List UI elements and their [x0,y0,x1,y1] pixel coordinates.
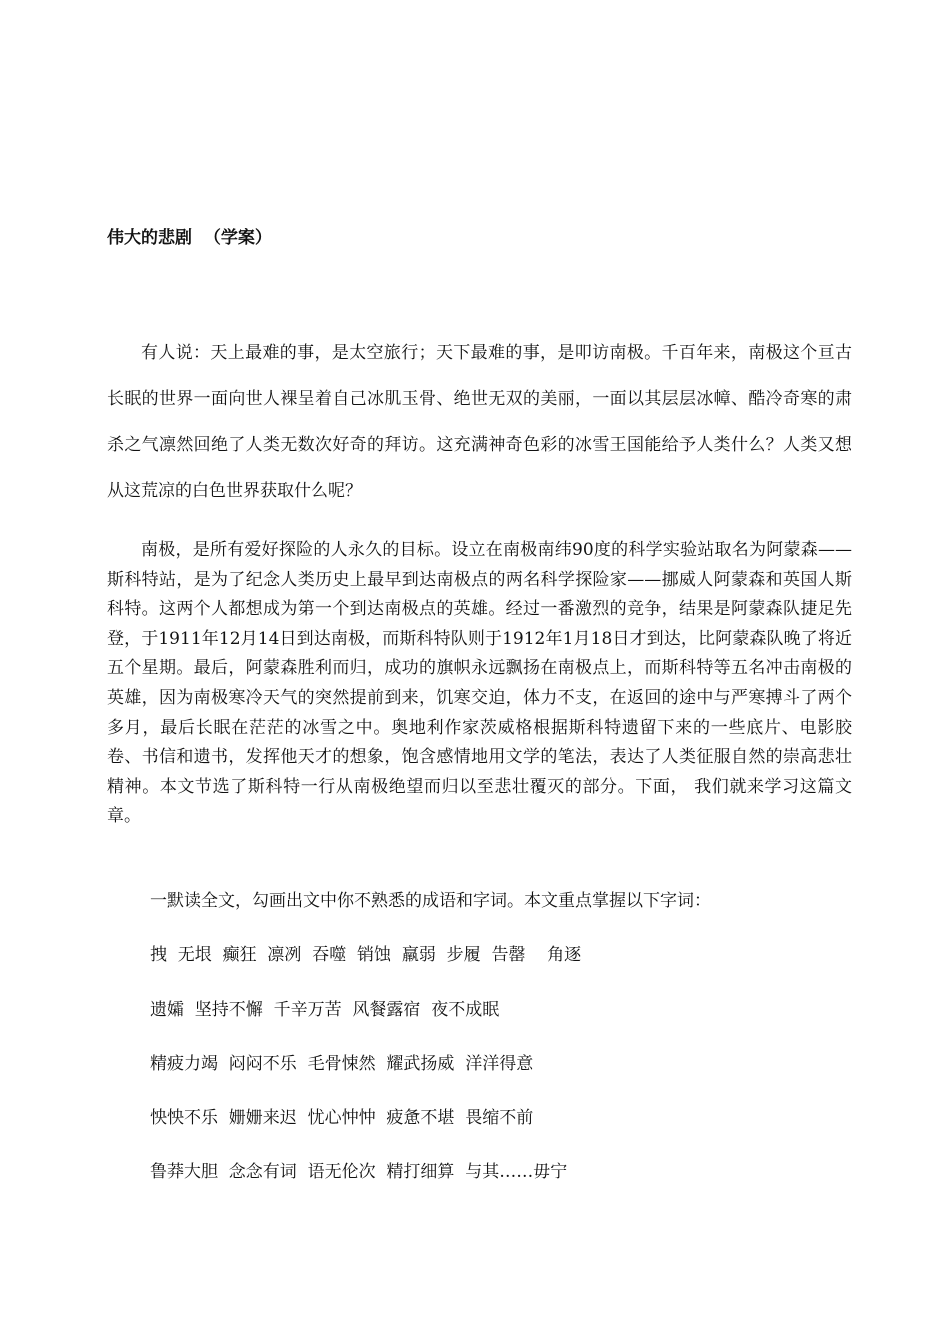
document-title: 伟大的悲剧 （学案） [107,228,272,248]
vocab-line-5: 鲁莽大胆 念念有词 语无伦次 精打细算 与其……毋宁 [150,1162,568,1182]
vocab-line-2: 遗孀 坚持不懈 千辛万苦 风餐露宿 夜不成眠 [150,1000,500,1020]
vocab-line-4: 怏怏不乐 姗姗来迟 忧心忡忡 疲惫不堪 畏缩不前 [150,1108,534,1128]
body-paragraph: 南极，是所有爱好探险的人永久的目标。设立在南极南纬90度的科学实验站取名为阿蒙森——斯科特站，是为了纪念人类历史上最早到达南极点的两名科学探险家——挪威人阿蒙森和英国人斯科特。这两个人都想成为第一个到达南极点的英雄。经过一番激烈的竞争，结果是阿蒙森队捷足先登，于1911年12月14日到达南极，而斯科特队则于1912年1月18日才到达，比阿蒙森队晚了将近五个星期。最后，阿蒙森胜利而归，成功的旗帜永远飘扬在南极点上，而斯科特等五名冲击南极的英雄，因为南极寒冷天气的突然提前到来，饥寒交迫，体力不支，在返回的途中与严寒搏斗了两个多月，最后长眠在茫茫的冰雪之中。奥地利作家茨威格根据斯科特遗留下来的一些底片、电影胶卷、书信和遗书，发挥他天才的想象，饱含感情地用文学的笔法，表达了人类征服自然的崇高悲壮精神。本文节选了斯科特一行从南极绝望而归以至悲壮覆灭的部分。下面， 我们就来学习这篇文章。 [107,540,852,827]
instruction-line: 一默读全文，勾画出文中你不熟悉的成语和字词。本文重点掌握以下字词： [150,891,711,911]
intro-paragraph: 有人说：天上最难的事，是太空旅行；天下最难的事，是叩访南极。千百年来，南极这个亘古长眠的世界一面向世人裸呈着自己冰肌玉骨、绝世无双的美丽，一面以其层层冰幛、酷冷奇寒的肃杀之气凛然回绝了人类无数次好奇的拜访。这充满神奇色彩的冰雪王国能给予人类什么？人类又想从这荒凉的白色世界获取什么呢？ [107,343,852,501]
vocab-line-3: 精疲力竭 闷闷不乐 毛骨悚然 耀武扬威 洋洋得意 [150,1054,534,1074]
vocab-line-1: 拽 无垠 癫狂 凛冽 吞噬 销蚀 羸弱 步履 告罄 角逐 [150,945,582,965]
